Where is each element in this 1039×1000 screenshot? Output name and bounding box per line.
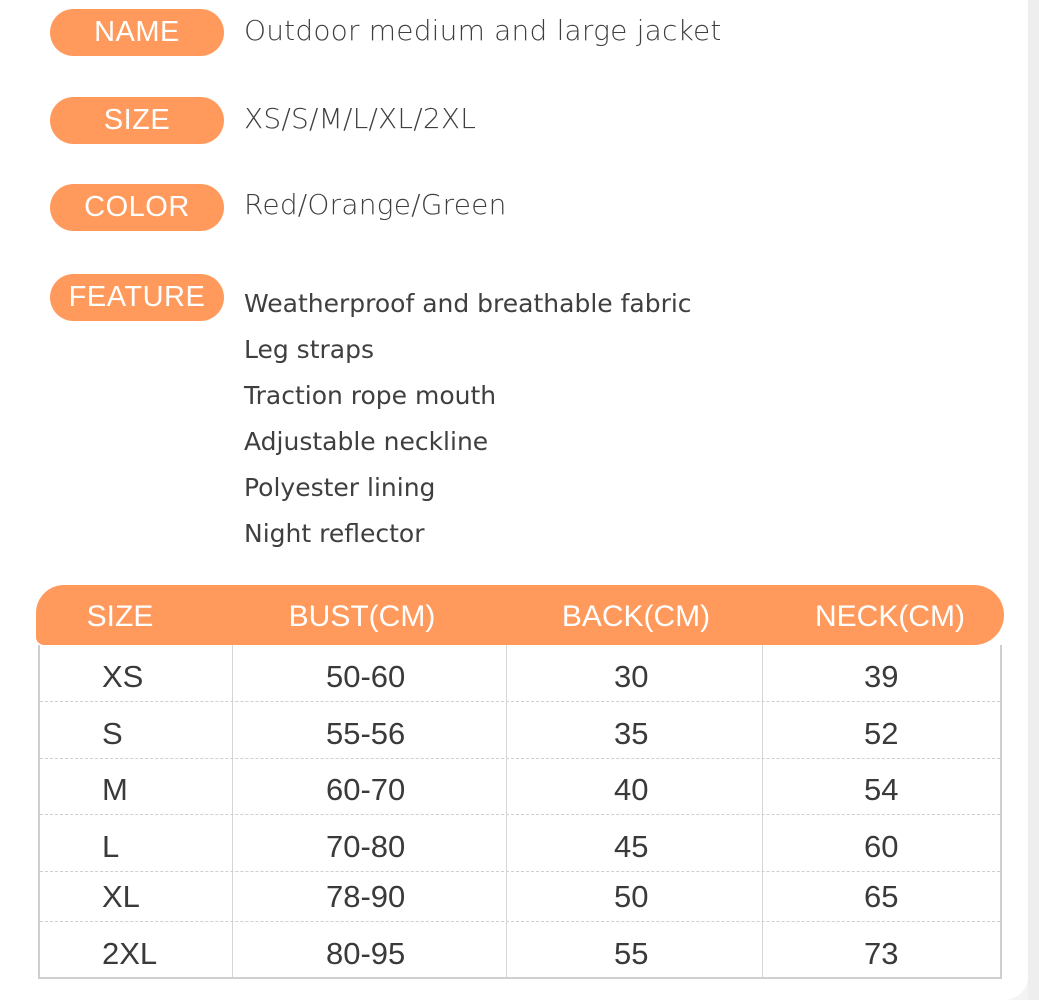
feature-item: Leg straps	[244, 335, 375, 364]
table-row	[40, 922, 1000, 979]
name-label-pill: NAME	[50, 9, 224, 56]
header-bust: BUST(CM)	[288, 600, 436, 633]
table-row	[40, 865, 1000, 922]
table-row	[40, 815, 1000, 872]
header-size: SIZE	[86, 600, 154, 633]
cell-size: 2XL	[102, 936, 158, 971]
cell-bust: 80-95	[326, 936, 406, 971]
cell-back: 40	[614, 772, 649, 807]
header-neck: NECK(CM)	[815, 600, 965, 633]
feature-item: Traction rope mouth	[244, 381, 497, 410]
feature-item: Adjustable neckline	[244, 427, 489, 456]
table-row	[40, 758, 1000, 815]
cell-back: 55	[614, 936, 649, 971]
cell-size: S	[102, 716, 123, 751]
cell-neck: 54	[864, 772, 899, 807]
color-value: Red/Orange/Green	[244, 188, 507, 221]
cell-bust: 78-90	[326, 879, 406, 914]
cell-neck: 65	[864, 879, 899, 914]
feature-item: Weatherproof and breathable fabric	[244, 289, 692, 318]
cell-bust: 55-56	[326, 716, 406, 751]
header-back: BACK(CM)	[561, 600, 711, 633]
table-row	[40, 702, 1000, 759]
cell-bust: 70-80	[326, 829, 406, 864]
size-table-header	[36, 585, 1004, 645]
cell-size: XL	[102, 879, 140, 914]
cell-back: 35	[614, 716, 649, 751]
size-value: XS/S/M/L/XL/2XL	[244, 102, 477, 135]
name-value: Outdoor medium and large jacket	[244, 14, 722, 47]
cell-neck: 52	[864, 716, 899, 751]
cell-back: 50	[614, 879, 649, 914]
cell-size: L	[102, 829, 120, 864]
table-row	[40, 645, 1000, 702]
feature-label-pill: FEATURE	[50, 274, 224, 321]
cell-size: XS	[102, 659, 144, 694]
page-edge	[1028, 0, 1039, 1000]
size-label-pill: SIZE	[50, 97, 224, 144]
color-label-pill: COLOR	[50, 184, 224, 231]
cell-size: M	[102, 772, 128, 807]
cell-bust: 50-60	[326, 659, 406, 694]
cell-back: 45	[614, 829, 649, 864]
cell-neck: 73	[864, 936, 899, 971]
cell-back: 30	[614, 659, 649, 694]
cell-bust: 60-70	[326, 772, 406, 807]
feature-item: Polyester lining	[244, 473, 436, 502]
cell-neck: 60	[864, 829, 899, 864]
feature-item: Night reflector	[244, 519, 425, 548]
cell-neck: 39	[864, 659, 899, 694]
size-table-body	[38, 645, 1002, 979]
feature-list	[244, 284, 692, 560]
